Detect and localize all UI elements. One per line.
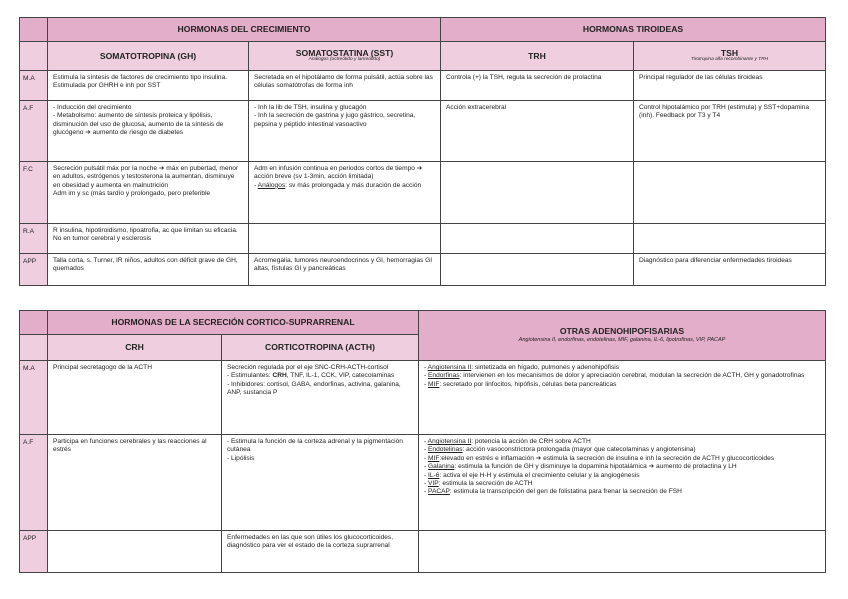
table-cell: Principal secretagogo de la ACTH: [48, 361, 222, 435]
row-label: A.F: [20, 435, 48, 531]
table-cell: Acción extracerebral: [441, 101, 634, 162]
corner-cell: [20, 18, 48, 42]
table-cell: Secreción regulada por el eje SNC-CRH-ACTH-cortisol - Estimulantes: CRH, TNF, IL-1, CCK, VIP, catecolaminas - Inhibidores: cortisol, GABA, endorfinas, activina, galanina, ANP, sustancia P: [222, 361, 419, 435]
table-cell: Enfermedades en las que son útiles los glucocorticoides, diagnóstico para ver el estado de la corteza suprarrenal: [222, 531, 419, 573]
row-label: APP: [20, 254, 48, 286]
table-cell: [48, 531, 222, 573]
row-label: M.A: [20, 71, 48, 101]
sst-column-header: SOMATOSTATINA (SST) Análogos (octreótido y lanreótido): [249, 42, 441, 71]
table-cell: Adm en infusión continua en periodos cortos de tiempo ➔ acción breve (sv 1-3min, acción limitada) - Análogos: sv más prolongada y más duración de acción: [249, 162, 441, 224]
cortico-hormones-header: HORMONAS DE LA SECRECIÓN CORTICO-SUPRARRENAL: [48, 311, 419, 335]
row-label: R.A: [20, 224, 48, 254]
table-cell: Principal regulador de las células tiroideas: [634, 71, 826, 101]
gh-column-header: SOMATOTROPINA (GH): [48, 42, 249, 71]
table-cell: Secretada en el hipotálamo de forma pulsátil, actúa sobre las células somatótrofas de forma inh: [249, 71, 441, 101]
table-cell: Participa en funciones cerebrales y las reacciones al estrés: [48, 435, 222, 531]
table-cell: [419, 531, 826, 573]
table-row: [20, 71, 826, 101]
table-cell: - Inh la lib de TSH, insulina y glucagón - Inh la secreción de gastrina y jugo gástrico, secretina, pepsina y péptido intestinal vasoactivo: [249, 101, 441, 162]
table-cell: [634, 162, 826, 224]
table-row: [20, 162, 826, 224]
thyroid-hormones-header: HORMONAS TIROIDEAS: [441, 18, 826, 42]
table-cell: - Angiotensina II: sintetizada en hígado, pulmones y adenohipófisis - Endorfinas: intervienen en los mecanismos de dolor y apreciación cerebral, modulan la secreción de ACTH, GH y gonadotrofinas - MIF: secretado por linfocitos, hipófisis, células beta pancreáticas: [419, 361, 826, 435]
table-cell: - Angiotensina II: potencia la acción de CRH sobre ACTH - Endotelinas: acción vasoconstrictora prolongada (mayor que catecolaminas y angiotensina) - MIF:elevado en estrés e inflamación ➔ estimula la secreción de insulina e inh la secreción de ACTH y glucocorticoides - Galanina: estimula la función de GH y disminuye la dopamina hipotalámica ➔ aumento de prolactina y LH - IL-6: activa el eje H-H y estimula el crecimiento celular y la angiogénesis - VIP: estimula la secreción de ACTH - PACAP: estimula la transcripción del gen de folistatina para frenar la secreción de FSH: [419, 435, 826, 531]
table-cell: - Estimula la función de la corteza adrenal y la pigmentación cutánea - Lipólisis: [222, 435, 419, 531]
table-cell: R insulina, hipotiroidismo, lipoatrofia, ac que limitan su eficacia. No en tumor cerebral y esclerosis: [48, 224, 249, 254]
tsh-column-header: TSH Tirotropina alfa recombinante y TRH: [634, 42, 826, 71]
table-cell: Diagnóstico para diferenciar enfermedades tiroideas: [634, 254, 826, 286]
other-adenohypophyseal-header: OTRAS ADENOHIPOFISARIAS Angiotensina II, endorfinas, endotelinas, MIF, galanina, IL-6, lipotrofinas, VIP, PACAP: [419, 311, 826, 361]
acth-column-header: CORTICOTROPINA (ACTH): [222, 335, 419, 361]
crh-column-header: CRH: [48, 335, 222, 361]
table-cell: Acromegalia, tumores neuroendocrinos y GI, hemorragias GI altas, fístulas GI y pancreáticas: [249, 254, 441, 286]
growth-hormones-header: HORMONAS DEL CRECIMIENTO: [48, 18, 441, 42]
table-row: [20, 435, 826, 531]
table-cell: Controla (+) la TSH, regula la secreción de prolactina: [441, 71, 634, 101]
table-row: [20, 361, 826, 435]
corner-cell: [20, 42, 48, 71]
cortico-adenohypophyseal-hormones-table: [19, 310, 826, 573]
table-cell: [441, 162, 634, 224]
table-cell: Control hipotalámico por TRH (estimula) y SST+dopamina (inh). Feedback por T3 y T4: [634, 101, 826, 162]
table-cell: [634, 224, 826, 254]
row-label: M.A: [20, 361, 48, 435]
row-label: A.F: [20, 101, 48, 162]
table-cell: [441, 224, 634, 254]
table-cell: Estimula la síntesis de factores de crecimiento tipo insulina. Estimulada por GHRH e inh por SST: [48, 71, 249, 101]
row-label: F.C: [20, 162, 48, 224]
trh-column-header: TRH: [441, 42, 634, 71]
table-row: [20, 224, 826, 254]
table-cell: - Inducción del crecimiento - Metabolismo: aumento de síntesis proteica y lipólisis, disminución del uso de glucosa, aumento de la síntesis de glucógeno ➔ aumento de riesgo de diabetes: [48, 101, 249, 162]
table-cell: [249, 224, 441, 254]
table-row: [20, 101, 826, 162]
row-label: APP: [20, 531, 48, 573]
table-cell: Talla corta, s. Turner, IR niños, adultos con déficit grave de GH, quemados: [48, 254, 249, 286]
table-cell: Secreción pulsátil máx por la noche ➔ máx en pubertad, menor en adultos, estrógenos y testosterona la aumentan, disminuye en obesidad y aumenta en malnutrición Adm im y sc (más tardío y prolongado, pero preferible: [48, 162, 249, 224]
table-row: [20, 254, 826, 286]
table-cell: [441, 254, 634, 286]
corner-cell: [20, 311, 48, 335]
corner-cell: [20, 335, 48, 361]
table-row: [20, 531, 826, 573]
growth-thyroid-hormones-table: [19, 17, 826, 286]
